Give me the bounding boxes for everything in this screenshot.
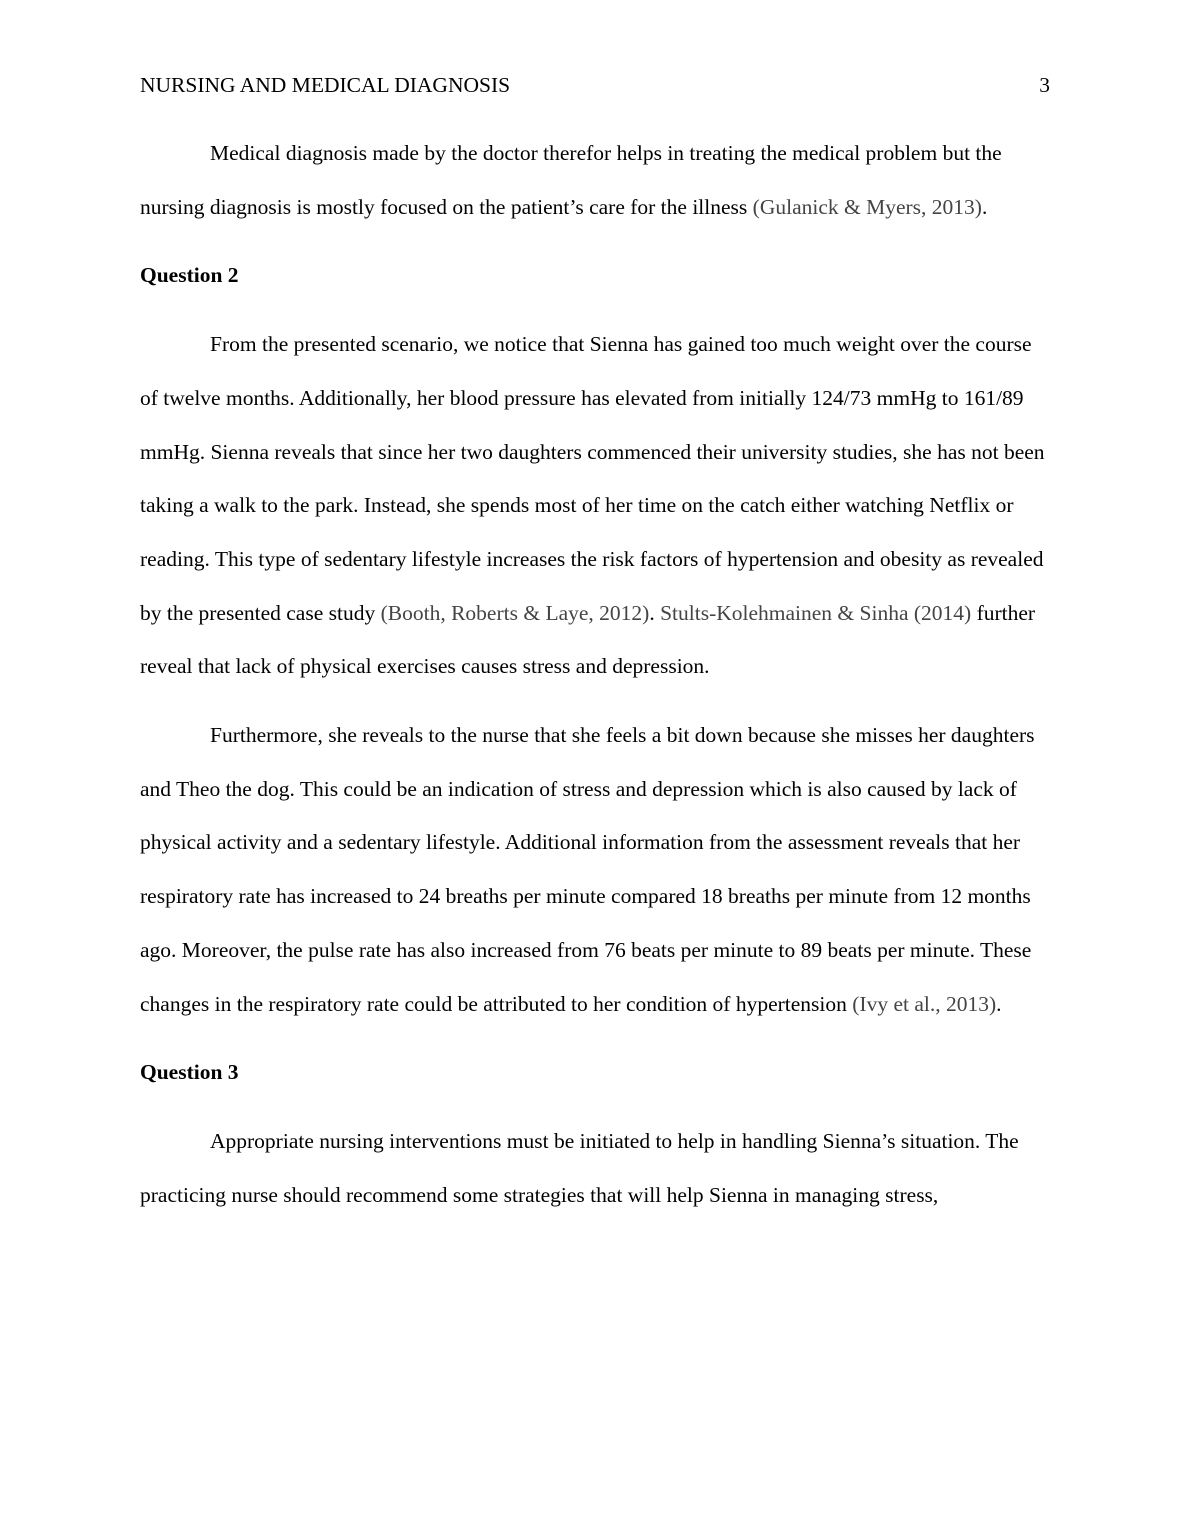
page-number: 3 xyxy=(1039,73,1050,97)
paragraph-question-2-scenario xyxy=(140,318,1050,694)
paragraph-text: further reveal that lack of physical exercises causes stress and depression. xyxy=(140,600,1036,679)
paragraph-text: . xyxy=(981,194,988,219)
citation-gulanick-myers: (Gulanick & Myers, 2013) xyxy=(752,194,982,219)
paragraph-text: Medical diagnosis made by the doctor therefor helps in treating the medical problem but the nursing diagnosis is mostly focused on the patient’s care for the illness xyxy=(140,141,1002,219)
paragraph-diagnosis-summary xyxy=(140,127,1050,234)
body-text xyxy=(140,127,1050,1237)
citation-stults-kolehmainen-sinha: Stults-Kolehmainen & Sinha (2014) xyxy=(660,600,972,625)
paragraph-text: Furthermore, she reveals to the nurse that she feels a bit down because she misses her daughters and Theo the dog. This could be an indication of stress and depression which is also caused by lack of physical activity and a sedentary lifestyle. Additional information from the assessment reveals that her respiratory rate has increased to 24 breaths per minute compared 18 breaths per minute from 12 months ago. Moreover, the pulse rate has also increased from 76 beats per minute to 89 beats per minute. These changes in the respiratory rate could be attributed to her condition of hypertension xyxy=(140,723,1035,1016)
section-heading-question-3: Question 3 xyxy=(140,1060,239,1085)
paragraph-text: . xyxy=(996,991,1002,1016)
paragraph-question-3-interventions xyxy=(140,1115,1050,1222)
running-head-title: NURSING AND MEDICAL DIAGNOSIS xyxy=(140,73,511,97)
citation-booth-roberts-laye: (Booth, Roberts & Laye, 2012) xyxy=(380,600,650,625)
paragraph-text: . xyxy=(649,600,661,625)
running-head xyxy=(140,70,1050,100)
paragraph-question-2-assessment xyxy=(140,709,1050,1031)
paragraph-text: Appropriate nursing interventions must be initiated to help in handling Sienna’s situation. The practicing nurse should recommend some strategies that will help Sienna in managing stress, xyxy=(140,1128,1019,1207)
citation-ivy-et-al: (Ivy et al., 2013) xyxy=(852,991,997,1016)
paragraph-text: From the presented scenario, we notice that Sienna has gained too much weight over the course of twelve months. Additionally, her blood pressure has elevated from initially 124/73 mmHg to 161/89 mmHg. Sienna reveals that since her two daughters commenced their university studies, she has not been taking a walk to the park. Instead, she spends most of her time on the catch either watching Netflix or reading. This type of sedentary lifestyle increases the risk factors of hypertension and obesity as revealed by the presented case study xyxy=(140,332,1045,625)
section-heading-question-2: Question 2 xyxy=(140,263,239,288)
